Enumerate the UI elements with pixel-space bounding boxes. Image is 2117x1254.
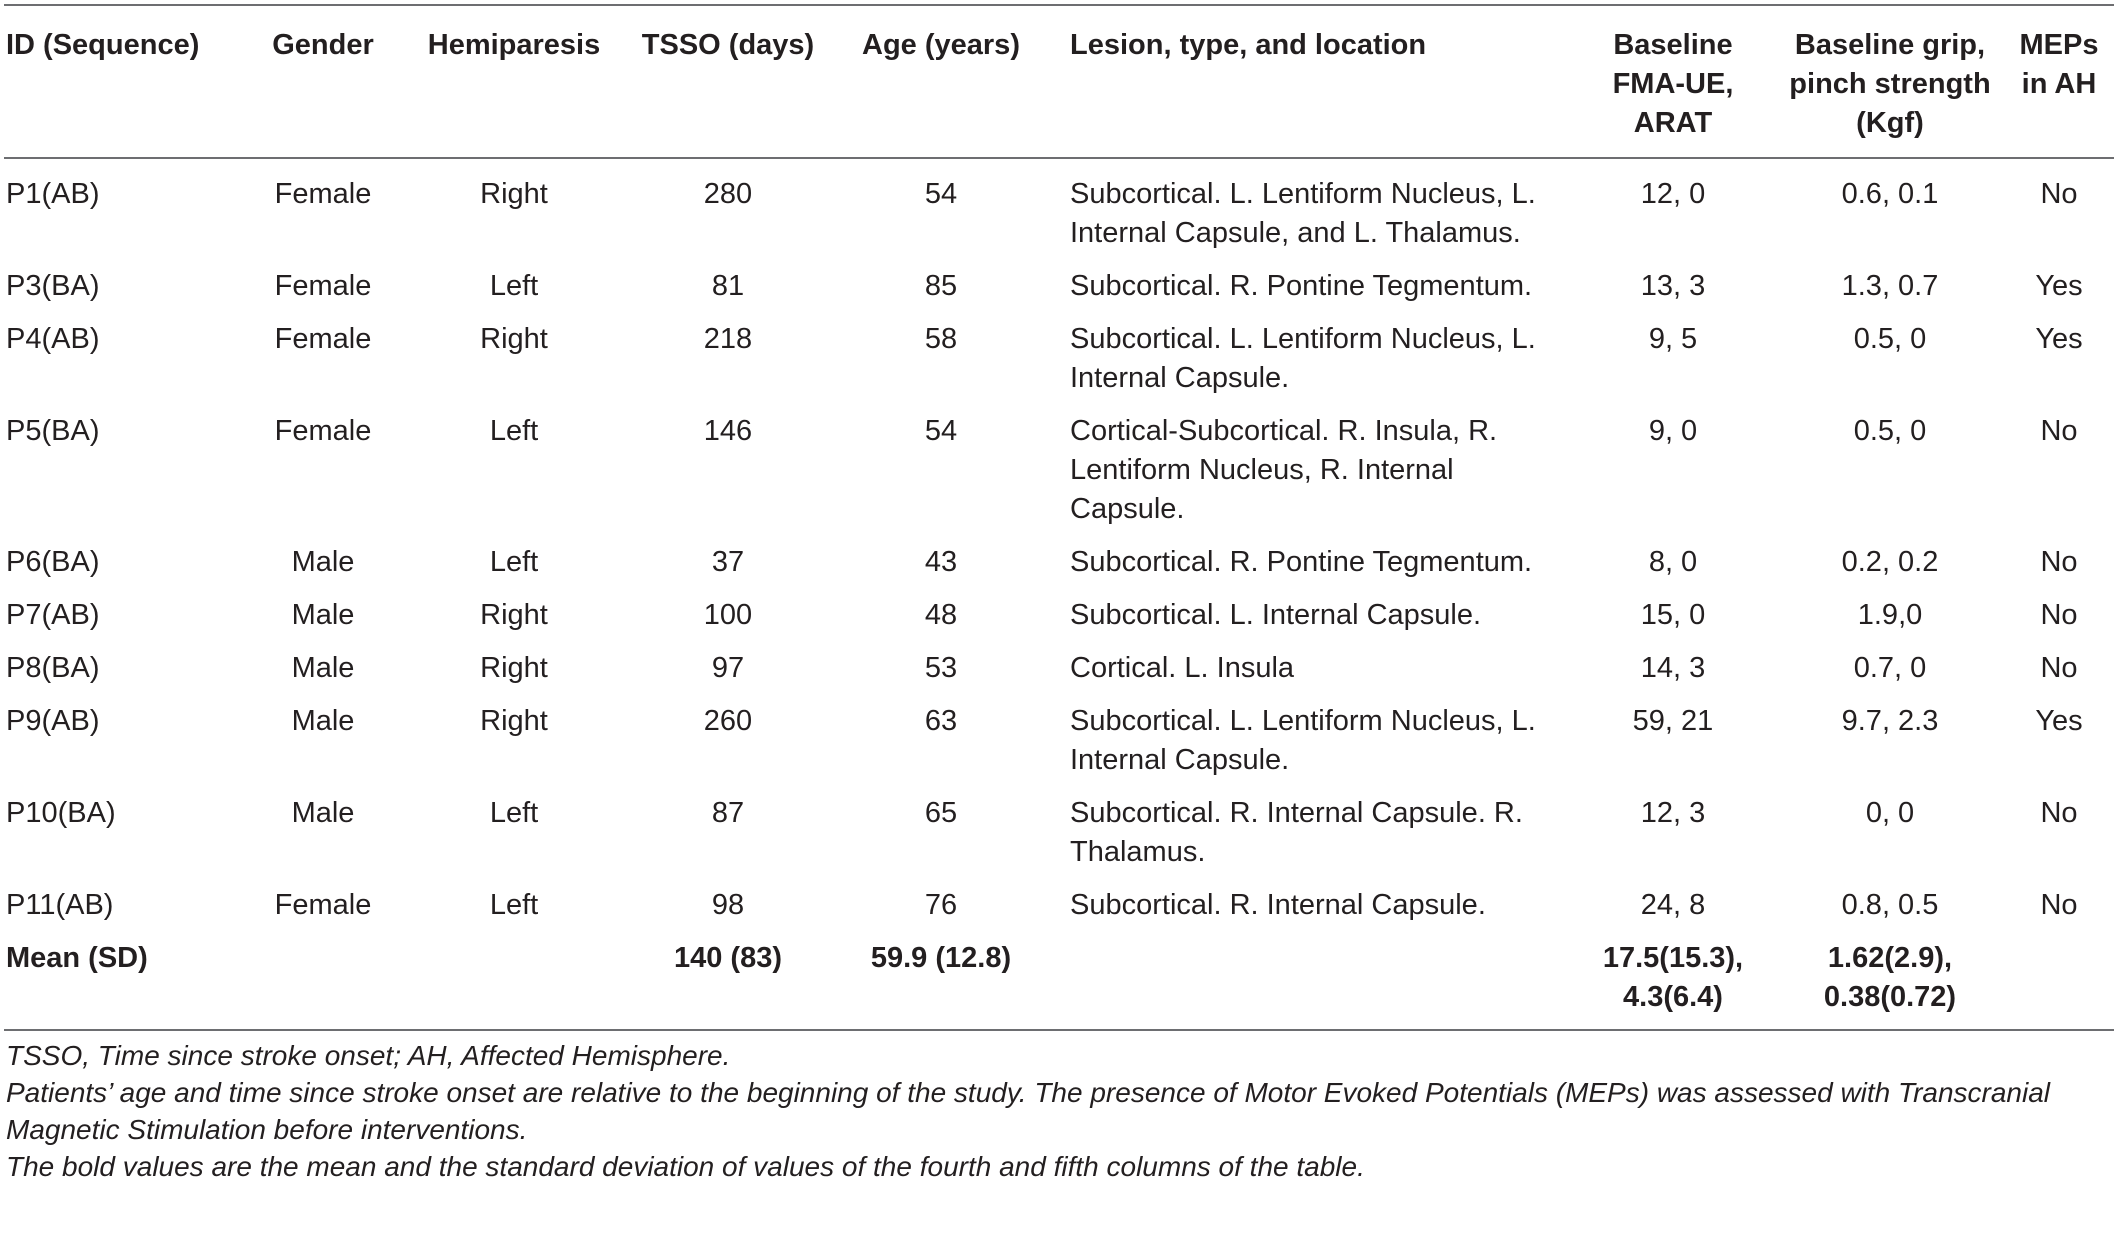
cell-tsso: 37 [711, 546, 745, 578]
header-age: Age (years) [832, 6, 1050, 158]
cell-fma: 59, 21 [1632, 705, 1714, 737]
cell-id: P7(AB) [6, 599, 100, 631]
cell-age: 43 [924, 546, 958, 578]
table-row [4, 404, 2114, 535]
cell-age: 63 [924, 705, 958, 737]
cell-age: 53 [924, 652, 958, 684]
cell-grip: 0.5, 0 [1853, 323, 1927, 355]
cell-gender: Male [291, 652, 355, 684]
cell-meps: No [2040, 797, 2078, 829]
cell-grip: 0.5, 0 [1853, 415, 1927, 447]
table-row [4, 786, 2114, 878]
cell-hemiparesis: Left [489, 546, 539, 578]
cell-lesion: Cortical. L. Insula [1070, 652, 1295, 684]
cell-id: P11(AB) [6, 889, 114, 921]
cell-fma: 14, 3 [1640, 652, 1706, 684]
cell-grip: 1.3, 0.7 [1841, 270, 1939, 302]
cell-lesion: Cortical-Subcortical. R. Insula, R. Lentiform Nucleus, R. Internal Capsule. [1070, 415, 1498, 525]
cell-id: P10(BA) [6, 797, 116, 829]
cell-fma: 24, 8 [1640, 889, 1706, 921]
mean-label: Mean (SD) [4, 931, 242, 1030]
cell-hemiparesis: Right [480, 178, 548, 210]
cell-lesion: Subcortical. R. Pontine Tegmentum. [1070, 270, 1533, 302]
cell-tsso: 260 [703, 705, 753, 737]
mean-row [4, 931, 2114, 1030]
cell-tsso: 98 [711, 889, 745, 921]
table-row [4, 535, 2114, 588]
cell-grip: 0.2, 0.2 [1841, 546, 1939, 578]
cell-gender: Female [274, 178, 372, 210]
footnote-bold-note: The bold values are the mean and the standard deviation of values of the fourth and fifth columns of the table. [6, 1151, 1365, 1182]
mean-lesion [1050, 931, 1570, 1030]
header-tsso: TSSO (days) [624, 6, 832, 158]
cell-tsso: 218 [703, 323, 753, 355]
cell-meps: No [2040, 599, 2078, 631]
cell-fma: 8, 0 [1648, 546, 1698, 578]
cell-tsso: 100 [703, 599, 753, 631]
footnote-study-note: Patients’ age and time since stroke onset are relative to the beginning of the study. The presence of Motor Evoked Potentials (MEPs) was assessed with Transcranial Magnetic Stimulation before interventions. [6, 1077, 2051, 1145]
cell-meps: No [2040, 546, 2078, 578]
header-gender: Gender [242, 6, 404, 158]
cell-gender: Female [274, 270, 372, 302]
cell-age: 48 [924, 599, 958, 631]
cell-meps: No [2040, 889, 2078, 921]
cell-fma: 15, 0 [1640, 599, 1706, 631]
cell-meps: No [2040, 415, 2078, 447]
cell-hemiparesis: Left [489, 415, 539, 447]
cell-lesion: Subcortical. R. Pontine Tegmentum. [1070, 546, 1533, 578]
cell-hemiparesis: Left [489, 889, 539, 921]
cell-grip: 0.8, 0.5 [1841, 889, 1939, 921]
cell-hemiparesis: Right [480, 599, 548, 631]
table-row [4, 878, 2114, 931]
cell-age: 58 [924, 323, 958, 355]
cell-grip: 9.7, 2.3 [1841, 705, 1939, 737]
cell-tsso: 97 [711, 652, 745, 684]
cell-fma: 12, 3 [1640, 797, 1706, 829]
cell-age: 85 [924, 270, 958, 302]
cell-age: 76 [924, 889, 958, 921]
header-row [4, 6, 2114, 158]
mean-tsso: 140 (83) [624, 931, 832, 1030]
header-id: ID (Sequence) [4, 6, 242, 158]
header-hemiparesis: Hemiparesis [404, 6, 624, 158]
cell-id: P6(BA) [6, 546, 100, 578]
cell-gender: Male [291, 797, 355, 829]
cell-fma: 9, 5 [1648, 323, 1698, 355]
cell-lesion: Subcortical. L. Lentiform Nucleus, L. Internal Capsule, and L. Thalamus. [1070, 178, 1536, 249]
mean-age: 59.9 (12.8) [832, 931, 1050, 1030]
mean-hemiparesis [404, 931, 624, 1030]
cell-meps: Yes [2035, 323, 2083, 355]
table-footnotes [4, 1031, 2114, 1185]
header-grip: Baseline grip, pinch strength (Kgf) [1776, 6, 2004, 158]
cell-meps: No [2040, 178, 2078, 210]
cell-hemiparesis: Right [480, 652, 548, 684]
cell-grip: 0, 0 [1865, 797, 1915, 829]
cell-gender: Female [274, 889, 372, 921]
cell-gender: Male [291, 599, 355, 631]
cell-id: P4(AB) [6, 323, 100, 355]
cell-lesion: Subcortical. R. Internal Capsule. R. Thalamus. [1070, 797, 1523, 868]
cell-id: P9(AB) [6, 705, 100, 737]
cell-lesion: Subcortical. L. Internal Capsule. [1070, 599, 1482, 631]
cell-hemiparesis: Right [480, 705, 548, 737]
header-meps: MEPs in AH [2004, 6, 2114, 158]
cell-fma: 9, 0 [1648, 415, 1698, 447]
cell-fma: 12, 0 [1640, 178, 1706, 210]
header-lesion: Lesion, type, and location [1050, 6, 1570, 158]
cell-meps: Yes [2035, 270, 2083, 302]
cell-id: P3(BA) [6, 270, 100, 302]
cell-gender: Male [291, 705, 355, 737]
mean-gender [242, 931, 404, 1030]
cell-grip: 0.7, 0 [1853, 652, 1927, 684]
cell-id: P5(BA) [6, 415, 100, 447]
table-row [4, 641, 2114, 694]
cell-age: 54 [924, 415, 958, 447]
patient-table [4, 6, 2114, 1031]
cell-lesion: Subcortical. R. Internal Capsule. [1070, 889, 1486, 921]
cell-tsso: 81 [711, 270, 745, 302]
cell-lesion: Subcortical. L. Lentiform Nucleus, L. Internal Capsule. [1070, 323, 1536, 394]
mean-fma: 17.5(15.3), 4.3(6.4) [1570, 931, 1776, 1030]
cell-hemiparesis: Left [489, 797, 539, 829]
header-fma: Baseline FMA-UE, ARAT [1570, 6, 1776, 158]
cell-gender: Male [291, 546, 355, 578]
cell-age: 65 [924, 797, 958, 829]
table-row [4, 694, 2114, 786]
table-row [4, 588, 2114, 641]
table-row [4, 259, 2114, 312]
cell-id: P8(BA) [6, 652, 100, 684]
table-container [4, 4, 2114, 1185]
cell-id: P1(AB) [6, 178, 100, 210]
mean-meps [2004, 931, 2114, 1030]
cell-meps: No [2040, 652, 2078, 684]
table-row [4, 312, 2114, 404]
cell-hemiparesis: Left [489, 270, 539, 302]
table-row [4, 158, 2114, 259]
cell-lesion: Subcortical. L. Lentiform Nucleus, L. Internal Capsule. [1070, 705, 1536, 776]
cell-hemiparesis: Right [480, 323, 548, 355]
cell-fma: 13, 3 [1640, 270, 1706, 302]
cell-grip: 1.9,0 [1857, 599, 1923, 631]
mean-grip: 1.62(2.9), 0.38(0.72) [1776, 931, 2004, 1030]
cell-gender: Female [274, 415, 372, 447]
cell-meps: Yes [2035, 705, 2083, 737]
cell-grip: 0.6, 0.1 [1841, 178, 1939, 210]
cell-tsso: 146 [703, 415, 753, 447]
cell-gender: Female [274, 323, 372, 355]
cell-tsso: 87 [711, 797, 745, 829]
cell-age: 54 [924, 178, 958, 210]
cell-tsso: 280 [703, 178, 753, 210]
footnote-abbreviations: TSSO, Time since stroke onset; AH, Affected Hemisphere. [6, 1040, 731, 1071]
